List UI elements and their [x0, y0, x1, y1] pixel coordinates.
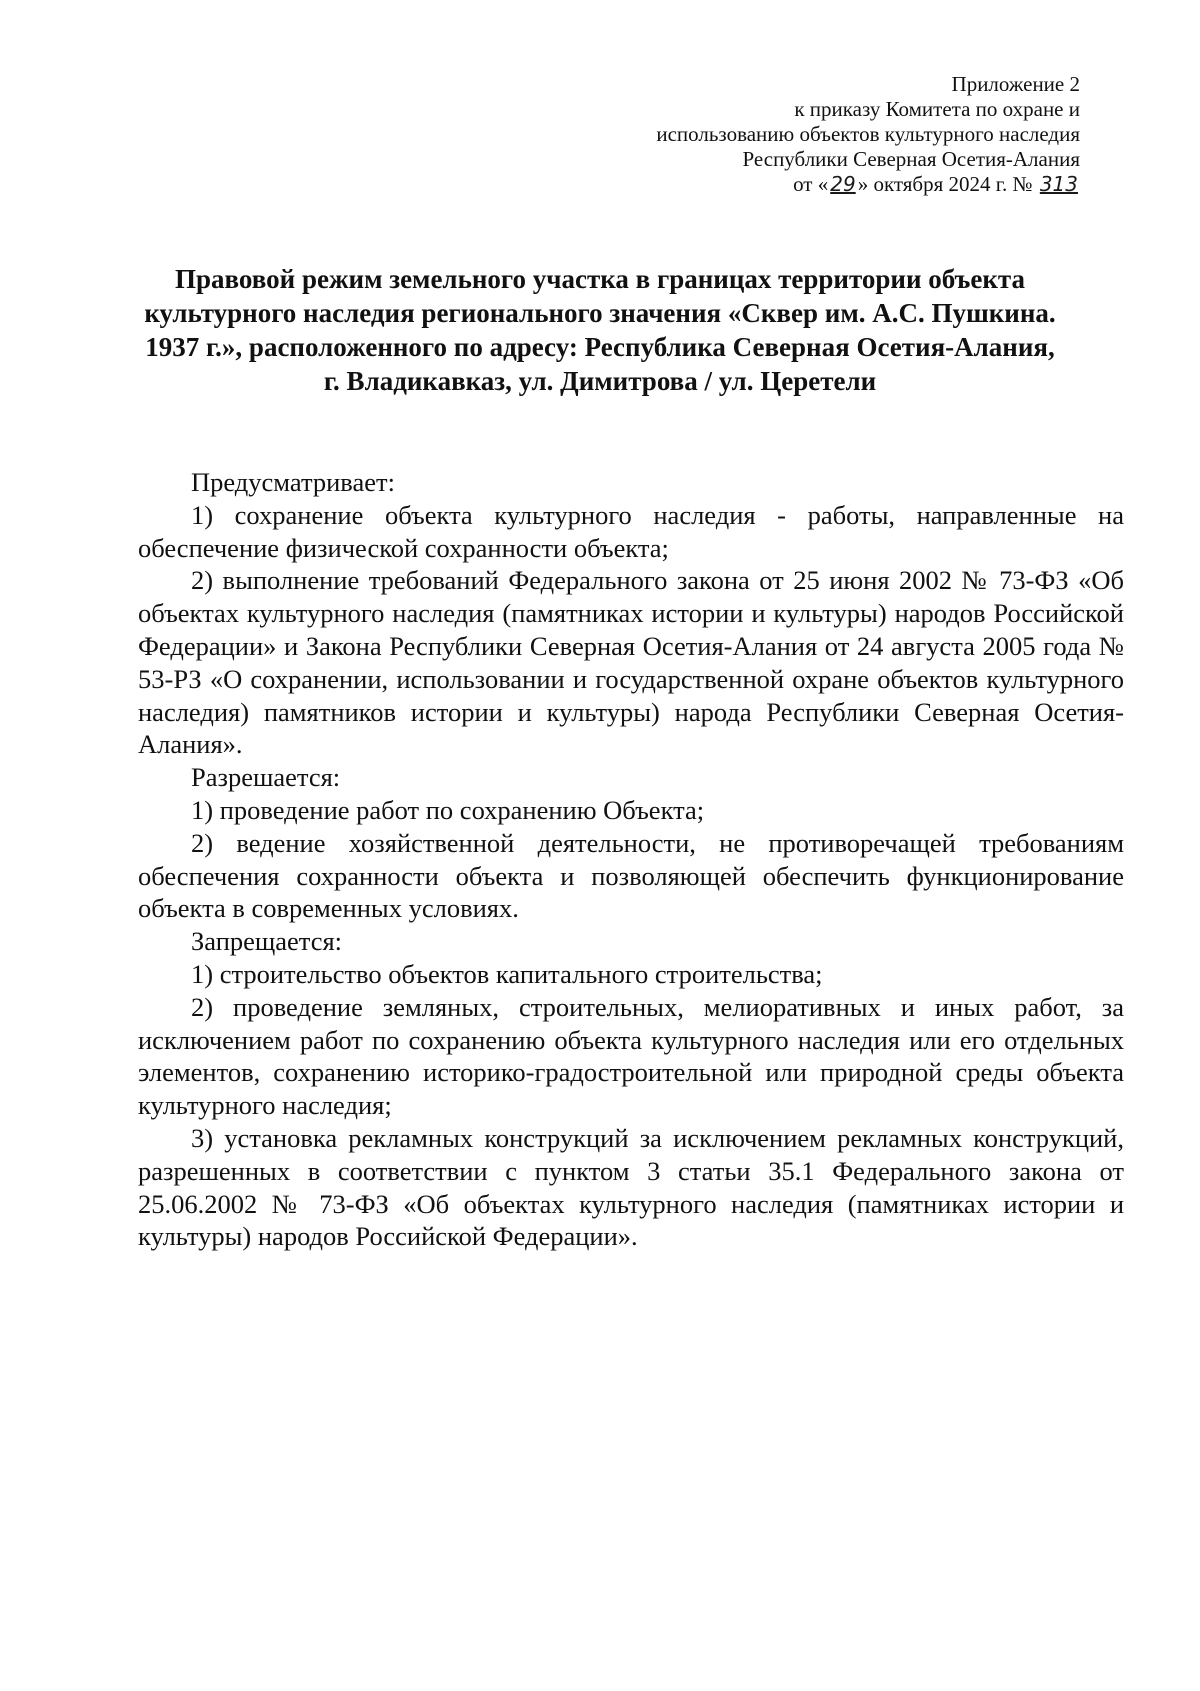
- appendix-number: Приложение 2: [951, 72, 1080, 96]
- republic-name-line: Республики Северная Осетия-Алания: [742, 147, 1080, 171]
- forbidden-item-1: 1) строительство объектов капитального строительства;: [191, 958, 823, 989]
- handwritten-order-number: 313: [1039, 172, 1078, 196]
- handwritten-day: 29: [830, 172, 856, 196]
- forbidden-item-2: 2) проведение земляных, строительных, мелиоративных и иных работ, за исключением работ по сохранению объекта культурного наследия или его отдельных элементов, сохранению историко-градостроительной или природной среды объекта культурного наследия;: [138, 991, 1124, 1121]
- allowed-label: Разрешается:: [191, 762, 341, 793]
- allowed-item-1: 1) проведение работ по сохранению Объекта;: [191, 794, 705, 825]
- appendix-header: [520, 72, 1080, 197]
- title-line-1: Правовой режим земельного участка в границах территории объекта: [175, 264, 1025, 294]
- allowed-item-2: 2) ведение хозяйственной деятельности, не противоречащей требованиям обеспечения сохранности объекта и позволяющей обеспечить функционирование объекта в современных условиях.: [138, 827, 1124, 924]
- date-suffix: » октября 2024 г. №: [857, 172, 1033, 196]
- provides-label: Предусматривает:: [191, 467, 395, 497]
- document-title: [130, 262, 1070, 398]
- document-body: [138, 466, 1124, 1253]
- order-date-line: [520, 172, 1080, 197]
- committee-name-line: использованию объектов культурного наследия: [656, 122, 1080, 146]
- title-line-3: 1937 г.», расположенного по адресу: Республика Северная Осетия-Алания,: [145, 332, 1055, 362]
- forbidden-item-3: 3) установка рекламных конструкций за исключением рекламных конструкций, разрешенных в соответствии с пунктом 3 статьи 35.1 Федерального закона от 25.06.2002 № 73-ФЗ «Об объектах культурного наследия (памятниках истории и культуры) народов Российской Федерации».: [138, 1122, 1124, 1252]
- date-prefix: от «: [793, 172, 829, 196]
- title-line-4: г. Владикавказ, ул. Димитрова / ул. Церетели: [323, 366, 877, 396]
- title-line-2: культурного наследия регионального значения «Сквер им. А.С. Пушкина.: [144, 298, 1056, 328]
- provides-item-2: 2) выполнение требований Федерального закона от 25 июня 2002 № 73-ФЗ «Об объектах культурного наследия (памятниках истории и культуры) народов Российской Федерации» и Закона Республики Северная Осетия-Алания от 24 августа 2005 года № 53-РЗ «О сохранении, использовании и государственной охране объектов культурного наследия) памятников истории и культуры) народа Республики Северная Осетия-Алания».: [138, 565, 1124, 760]
- provides-item-1: 1) сохранение объекта культурного наследия - работы, направленные на обеспечение физической сохранности объекта;: [138, 499, 1124, 563]
- forbidden-label: Запрещается:: [191, 926, 343, 957]
- order-reference-line: к приказу Комитета по охране и: [794, 97, 1080, 121]
